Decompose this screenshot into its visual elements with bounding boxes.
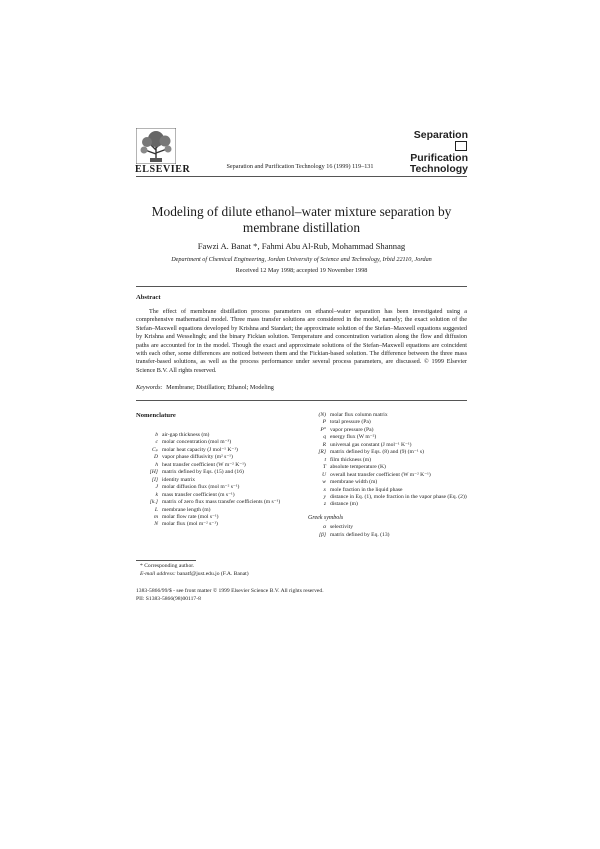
nomenclature-symbol: t: [324, 456, 326, 463]
nomenclature-definition: molar diffusion flux (mol m⁻² s⁻¹): [162, 484, 240, 491]
nomenclature-symbol: m: [153, 513, 158, 520]
nomenclature-definition: overall heat transfer coefficient (W m⁻² K⁻¹): [330, 471, 431, 478]
nomenclature-definition: energy flux (W m⁻²): [330, 434, 377, 441]
keywords-value: Membrane; Distillation; Ethanol; Modeling: [166, 384, 274, 391]
keywords-label: Keywords:: [136, 384, 163, 391]
nomenclature-definition: membrane length (m): [162, 506, 211, 513]
nomenclature-entry: [308, 532, 468, 539]
nomenclature-entry: [140, 439, 290, 446]
keywords: [136, 384, 467, 391]
article-title: Modeling of dilute ethanol–water mixture separation by membrane distillation: [151, 204, 452, 235]
nomenclature-symbol: [H]: [149, 469, 158, 476]
nomenclature-entry: [308, 449, 468, 456]
nomenclature-symbol: k: [155, 491, 158, 498]
nomenclature-definition: matrix defined by Eqs. (15) and (16): [162, 469, 244, 476]
elsevier-tree-logo: [136, 128, 176, 164]
nomenclature-symbol: L: [154, 506, 158, 513]
nomenclature-symbol: Cₚ: [152, 446, 158, 453]
nomenclature-entry: [308, 479, 468, 486]
nomenclature-symbol: x: [323, 486, 326, 493]
nomenclature-entry: [308, 472, 468, 479]
nomenclature-entry: [308, 419, 468, 426]
nomenclature-entry: [140, 521, 290, 528]
nomenclature-definition: universal gas constant (J mol⁻¹ K⁻¹): [330, 441, 412, 448]
nomenclature-symbol: T: [322, 464, 326, 471]
nomenclature-symbol: P°: [320, 426, 326, 433]
abstract-heading: Abstract: [136, 294, 161, 301]
publisher-name: ELSEVIER: [135, 164, 191, 175]
nomenclature-entry: [140, 507, 290, 514]
nomenclature-definition: matrix defined by Eq. (13): [330, 531, 390, 538]
footnote-rule: [136, 560, 196, 561]
nomenclature-symbol: [k.]: [149, 499, 158, 506]
nomenclature-entry: [140, 469, 290, 476]
nomenclature-symbol: (N): [318, 412, 326, 418]
author-list: Fawzi A. Banat *, Fahmi Abu Al-Rub, Mohammad Shannag: [197, 241, 406, 251]
nomenclature-entry: [308, 524, 468, 531]
journal-citation: Separation and Purification Technology 16 (1999) 119–131: [226, 163, 374, 170]
journal-logo-line-3: Technology: [409, 163, 468, 175]
received-dates: Received 12 May 1998; accepted 19 November 1998: [235, 267, 368, 274]
journal-logo: [408, 130, 468, 175]
nomenclature-entry: [308, 434, 468, 441]
nomenclature-symbol: y: [323, 493, 326, 500]
nomenclature-symbol: [R]: [318, 449, 326, 456]
corresponding-author-note: * Corresponding author.: [140, 563, 195, 569]
nomenclature-symbol: R: [322, 441, 326, 448]
nomenclature-definition: total pressure (Pa): [330, 419, 371, 426]
nomenclature-entry: [308, 487, 468, 494]
nomenclature-definition: heat transfer coefficient (W m⁻² K⁻¹): [162, 461, 246, 468]
nomenclature-symbol: h: [155, 461, 158, 468]
nomenclature-symbol: P: [322, 419, 326, 426]
nomenclature-symbol: D: [153, 454, 158, 461]
nomenclature-definition: membrane width (m): [330, 479, 378, 486]
nomenclature-definition: matrix of zero flux mass transfer coefficients (m s⁻¹): [162, 499, 281, 506]
nomenclature-left-column: [140, 432, 290, 529]
nomenclature-symbol: z: [323, 501, 326, 508]
nomenclature-definition: molar concentration (mol m⁻³): [162, 439, 232, 446]
nomenclature-definition: mass transfer coefficient (m s⁻¹): [162, 491, 235, 498]
nomenclature-heading: Nomenclature: [136, 412, 176, 419]
header-rule: [136, 176, 467, 177]
nomenclature-definition: absolute temperature (K): [330, 464, 386, 471]
nomenclature-definition: matrix defined by Eqs. (8) and (9) (m⁻¹ s): [330, 449, 424, 456]
nomenclature-symbol: α: [323, 524, 326, 531]
nomenclature-definition: distance in Eq. (1), mole fraction in the vapor phase (Eq. (2)): [330, 493, 467, 500]
nomenclature-symbol: U: [321, 471, 326, 478]
journal-logo-line-2: Purification: [410, 152, 468, 164]
nomenclature-entry: [140, 484, 290, 491]
greek-symbols-heading: Greek symbols: [308, 514, 344, 521]
nomenclature-definition: distance (m): [330, 501, 358, 508]
nomenclature-symbol: N: [154, 521, 158, 528]
nomenclature-definition: molar heat capacity (J mol⁻¹ K⁻¹): [162, 446, 238, 453]
pii-line: PII: S1383-5866(98)00117-8: [136, 595, 201, 602]
nomenclature-entry: [140, 454, 290, 461]
nomenclature-definition: film thickness (m): [330, 456, 372, 463]
nomenclature-entry: [308, 464, 468, 471]
nomenclature-symbol: c: [155, 439, 158, 446]
abstract-rule: [136, 400, 467, 401]
nomenclature-definition: selectivity: [330, 524, 353, 531]
nomenclature-symbol: q: [323, 434, 326, 441]
nomenclature-definition: air-gap thickness (m): [162, 432, 210, 438]
nomenclature-definition: identity matrix: [162, 476, 196, 483]
email-address[interactable]: banatf@just.edu.jo (F.A. Banat): [177, 570, 249, 577]
copyright-block: [136, 588, 324, 603]
affiliation: Department of Chemical Engineering, Jordan University of Science and Technology, Irbid 22110, Jordan: [171, 256, 432, 263]
journal-logo-line-1: Separation: [413, 129, 468, 141]
nomenclature-entry: [140, 499, 290, 506]
nomenclature-definition: molar flux (mol m⁻² s⁻¹): [162, 521, 218, 528]
nomenclature-symbol: [I]: [151, 476, 158, 483]
nomenclature-entry: [140, 492, 290, 499]
nomenclature-definition: molar flow rate (mol s⁻¹): [162, 513, 219, 520]
nomenclature-symbol: [β]: [318, 531, 326, 538]
nomenclature-right-column: [308, 412, 468, 539]
email-label: E-mail address:: [140, 570, 176, 577]
journal-logo-mark: [455, 141, 467, 151]
nomenclature-definition: vapor phase diffusivity (m² s⁻¹): [162, 454, 233, 461]
abstract-text: The effect of membrane distillation process parameters on ethanol–water separation has been investigated using a comprehensive mathematical model. Three mass transfer solutions are considered in the model, namely; the exact solution of the Stefan–Maxwell equations developed by Krishna and Standart; the approximate solution of the Stefan–Maxwell equations suggested by Krishna and Wesselingh; and the binary Fickian solution. Temperature and concentration variation along the flow and diffusion paths are accounted for in the model. Though the exact and approximate solutions of the Stefan–Maxwell equations are coincident with each other, some differences are noticed between them and the Fickian-based solution. The difference between the three mass transfer-based solutions, as well as the process performance under several process parameters, are discussed. © 1999 Elsevier Science B.V. All rights reserved.: [136, 308, 467, 374]
nomenclature-definition: molar flux column matrix: [330, 412, 388, 418]
nomenclature-definition: mole fraction in the liquid phase: [330, 486, 403, 493]
footnotes: [140, 563, 249, 578]
nomenclature-symbol: b: [155, 432, 158, 438]
nomenclature-definition: vapor pressure (Pa): [330, 426, 374, 433]
title-rule: [136, 286, 467, 287]
nomenclature-entry: [308, 501, 468, 508]
nomenclature-symbol: J: [155, 484, 158, 491]
copyright-line: 1383-5866/99/$ - see front matter © 1999 Elsevier Science B.V. All rights reserved.: [136, 588, 324, 594]
nomenclature-symbol: w: [322, 479, 326, 486]
email-note: [140, 571, 249, 579]
